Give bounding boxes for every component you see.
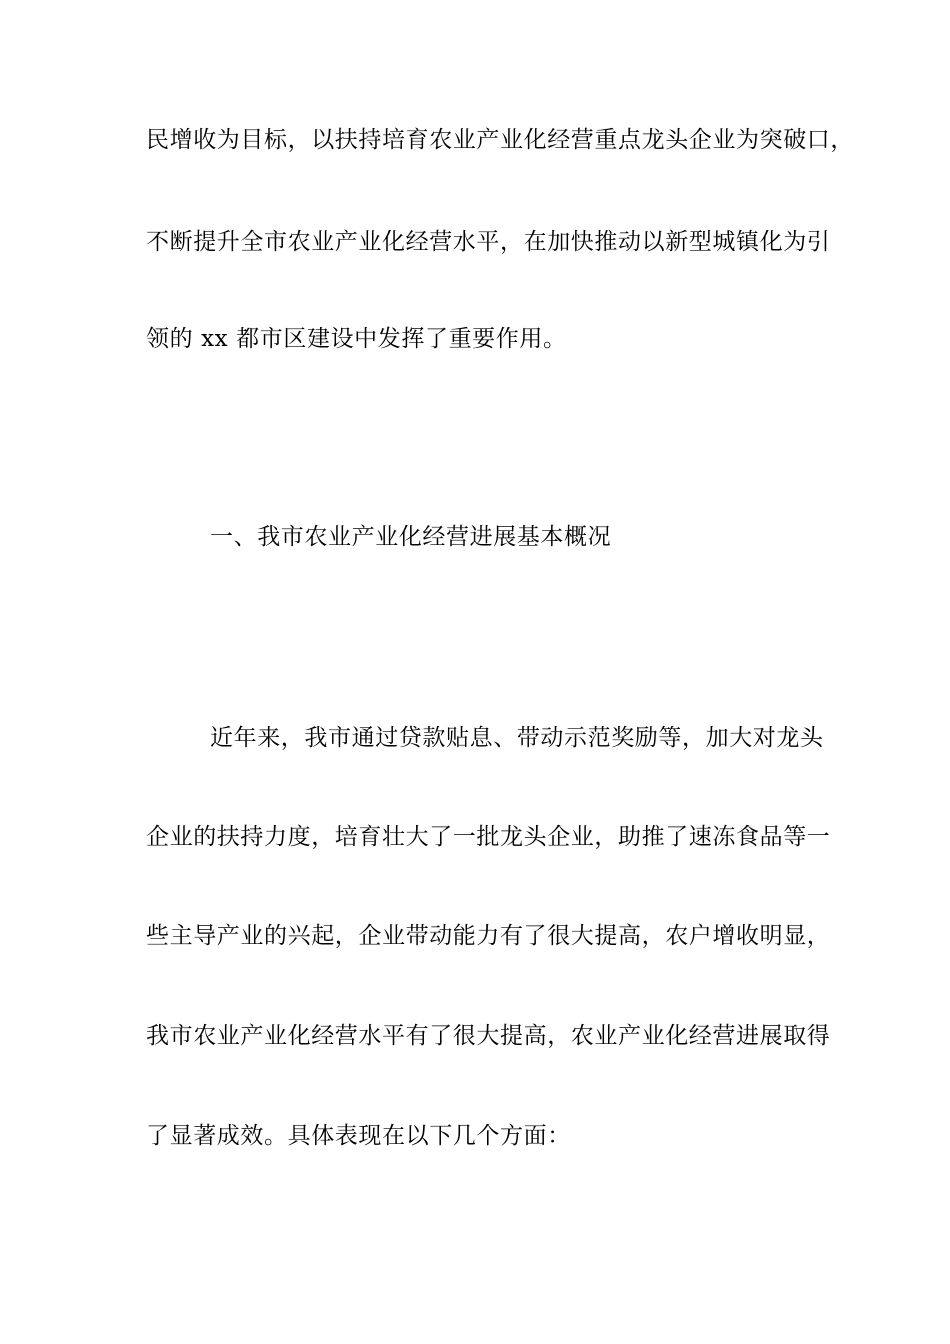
body-line-5: 了显著成效。具体表现在以下几个方面： xyxy=(146,1123,571,1149)
body-line-2: 企业的扶持力度，培育壮大了一批龙头企业，助推了速冻食品等一 xyxy=(146,824,831,850)
body-line-1: 近年来，我市通过贷款贴息、带动示范奖励等，加大对龙头 xyxy=(210,725,824,751)
intro-line-3: 领的 xx 都市区建设中发挥了重要作用。 xyxy=(146,326,567,352)
body-line-3: 些主导产业的兴起，企业带动能力有了很大提高，农户增收明显， xyxy=(146,923,831,949)
intro-line-1: 民增收为目标，以扶持培育农业产业化经营重点龙头企业为突破口， xyxy=(146,127,854,153)
body-line-4: 我市农业产业化经营水平有了很大提高，农业产业化经营进展取得 xyxy=(146,1023,831,1049)
intro-line-2: 不断提升全市农业产业化经营水平，在加快推动以新型城镇化为引 xyxy=(146,229,831,255)
section-heading: 一、我市农业产业化经营进展基本概况 xyxy=(210,524,612,550)
